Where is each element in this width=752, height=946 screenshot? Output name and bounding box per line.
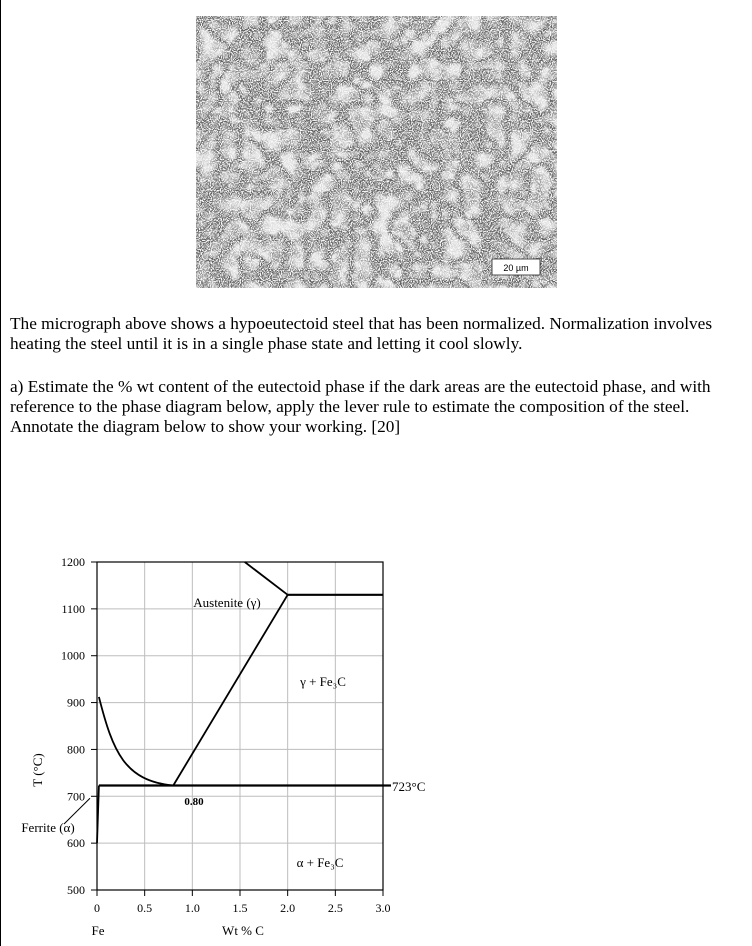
austenite-label: Austenite (γ) — [193, 595, 261, 610]
gamma-fe3c-label: γ + Fe₃C — [300, 674, 346, 689]
alpha-fe3c-label: α + Fe₃C — [296, 855, 344, 870]
phase-diagram — [0, 540, 752, 946]
y-axis-label: T (°C) — [30, 753, 45, 787]
x-axis-label: Wt % C — [222, 923, 264, 938]
ferrite-label: Ferrite (α) — [21, 820, 75, 835]
chart-grid — [97, 562, 383, 890]
y-tick-label: 1100 — [61, 601, 85, 616]
series-liquidus-fragment — [245, 562, 288, 595]
y-tick-label: 1000 — [61, 648, 85, 663]
x-tick-label: 3.0 — [375, 901, 391, 915]
y-tick-label: 1200 — [61, 555, 85, 569]
x-origin-label: Fe — [91, 923, 105, 938]
eutectoid-temp-label: 723°C — [392, 779, 426, 794]
y-tick-label: 600 — [67, 836, 85, 851]
x-tick-label: 1.0 — [184, 901, 200, 915]
question-paragraph: a) Estimate the % wt content of the eutectoid phase if the dark areas are the eutectoid phase, and with reference to the phase diagram below, apply the lever rule to estimate the composition of the steel. Annotate the diagram below to show your working. [20] — [10, 377, 711, 436]
x-tick-label: 1.5 — [232, 901, 248, 915]
x-tick-label: 2.5 — [327, 901, 343, 915]
x-tick-label: 0.5 — [137, 901, 153, 915]
y-tick-label: 800 — [67, 742, 85, 757]
eutectoid-comp-label: 0.80 — [184, 796, 204, 808]
scale-bar-label: 20 µm — [503, 263, 529, 273]
micrograph-image — [196, 16, 557, 288]
y-tick-label: 700 — [67, 789, 85, 804]
y-tick-label: 500 — [67, 883, 85, 897]
series-acm-line — [173, 595, 287, 786]
series-a3-line — [99, 697, 173, 786]
x-tick-label: 2.0 — [280, 901, 296, 915]
intro-paragraph: The micrograph above shows a hypoeutectoid steel that has been normalized. Normalization involves heating the steel until it is in a single phase state and letting it cool slowly. — [10, 314, 713, 353]
x-tick-label: 0 — [94, 901, 100, 915]
y-tick-label: 900 — [67, 695, 85, 710]
